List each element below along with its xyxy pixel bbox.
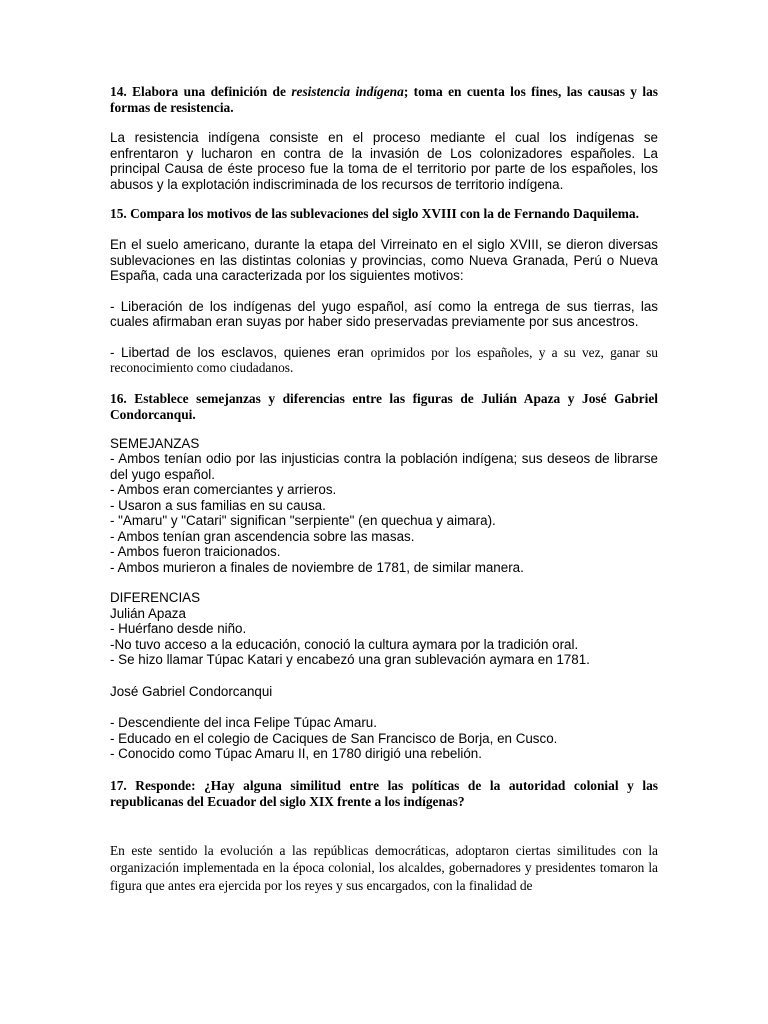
answer-15-intro: En el suelo americano, durante la etapa del Virreinato en el siglo XVIII, se dieron diversas sublevaciones en las distintas colonias y provincias, como Nueva Granada, Perú o Nueva España, cada una caracterizada por los siguientes motivos: [110, 237, 658, 283]
diferencias-heading: DIFERENCIAS [110, 590, 201, 605]
question-14 [110, 84, 658, 116]
document-page [110, 84, 658, 894]
question-15: 15. Compara los motivos de las sublevaciones del siglo XVIII con la de Fernando Daquilema. [110, 206, 639, 221]
list-item: - Conocido como Túpac Amaru II, en 1780 dirigió una rebelión. [110, 746, 482, 761]
condorcanqui-name: José Gabriel Condorcanqui [110, 683, 273, 699]
list-item: - Ambos eran comerciantes y arrieros. [110, 482, 337, 497]
list-item: - Educado en el colegio de Caciques de San Francisco de Borja, en Cusco. [110, 730, 558, 746]
list-item: - Ambos murieron a finales de noviembre de 1781, de similar manera. [110, 559, 524, 575]
list-item: - Usaron a sus familias en su causa. [110, 497, 326, 513]
answer-17: En este sentido la evolución a las repúblicas democráticas, adoptaron ciertas similitudes con la organización implementada en la época colonial, los alcaldes, gobernadores y presidentes tomaron la figura que antes era ejercida por los reyes y sus encargados, con la finalidad de [110, 842, 658, 893]
question-14-post: ; toma en cuenta los fines, las causas y las formas de resistencia. [110, 84, 658, 115]
question-17: 17. Responde: ¿Hay alguna similitud entre las políticas de la autoridad colonial y las republicanas del Ecuador del siglo XIX frente a los indígenas? [110, 777, 658, 809]
question-14-emphasis: resistencia indígena [291, 84, 404, 99]
answer-15-item-2 [110, 345, 658, 376]
answer-15-item-1: - Liberación de los indígenas del yugo español, así como la entrega de sus tierras, las cuales afirmaban eran suyas por haber sido preservadas previamente por sus ancestros. [110, 298, 658, 329]
semejanzas-heading: SEMEJANZAS [110, 435, 200, 451]
semejanzas-section [110, 436, 658, 576]
list-item: -No tuvo acceso a la educación, conoció la cultura aymara por la tradición oral. [110, 636, 579, 652]
question-14-pre: 14. Elabora una definición de [110, 84, 292, 99]
answer-14: La resistencia indígena consiste en el proceso mediante el cual los indígenas se enfrentaron y lucharon en contra de la invasión de Los colonizadores españoles. La principal Causa de éste proceso fue la toma de el territorio por parte de los españoles, los abusos y la explotación indiscriminada de los recursos de territorio indígena. [110, 130, 658, 192]
list-item: - Ambos tenían gran ascendencia sobre las masas. [110, 528, 415, 544]
list-item: - Huérfano desde niño. [110, 621, 247, 636]
list-item: - Descendiente del inca Felipe Túpac Amaru. [110, 715, 377, 730]
condorcanqui-list [110, 715, 658, 762]
list-item: - Se hizo llamar Túpac Katari y encabezó una gran sublevación aymara en 1781. [110, 652, 590, 667]
diferencias-section [110, 590, 658, 668]
list-item: - "Amaru" y "Catari" significan "serpiente" (en quechua y aimara). [110, 513, 496, 528]
list-item: - Ambos tenían odio por las injusticias contra la población indígena; sus deseos de librarse del yugo español. [110, 451, 658, 482]
question-16: 16. Establece semejanzas y diferencias entre las figuras de Julián Apaza y José Gabriel Condorcanqui. [110, 390, 658, 422]
answer-15-item-2-sans: - Libertad de los esclavos, quienes eran [110, 344, 371, 360]
apaza-name: Julián Apaza [110, 605, 186, 621]
list-item: - Ambos fueron traicionados. [110, 544, 281, 559]
answer-15-item-2-serif: oprimidos por los españoles, y a su vez, ganar su reconocimiento como ciudadanos. [110, 344, 658, 375]
